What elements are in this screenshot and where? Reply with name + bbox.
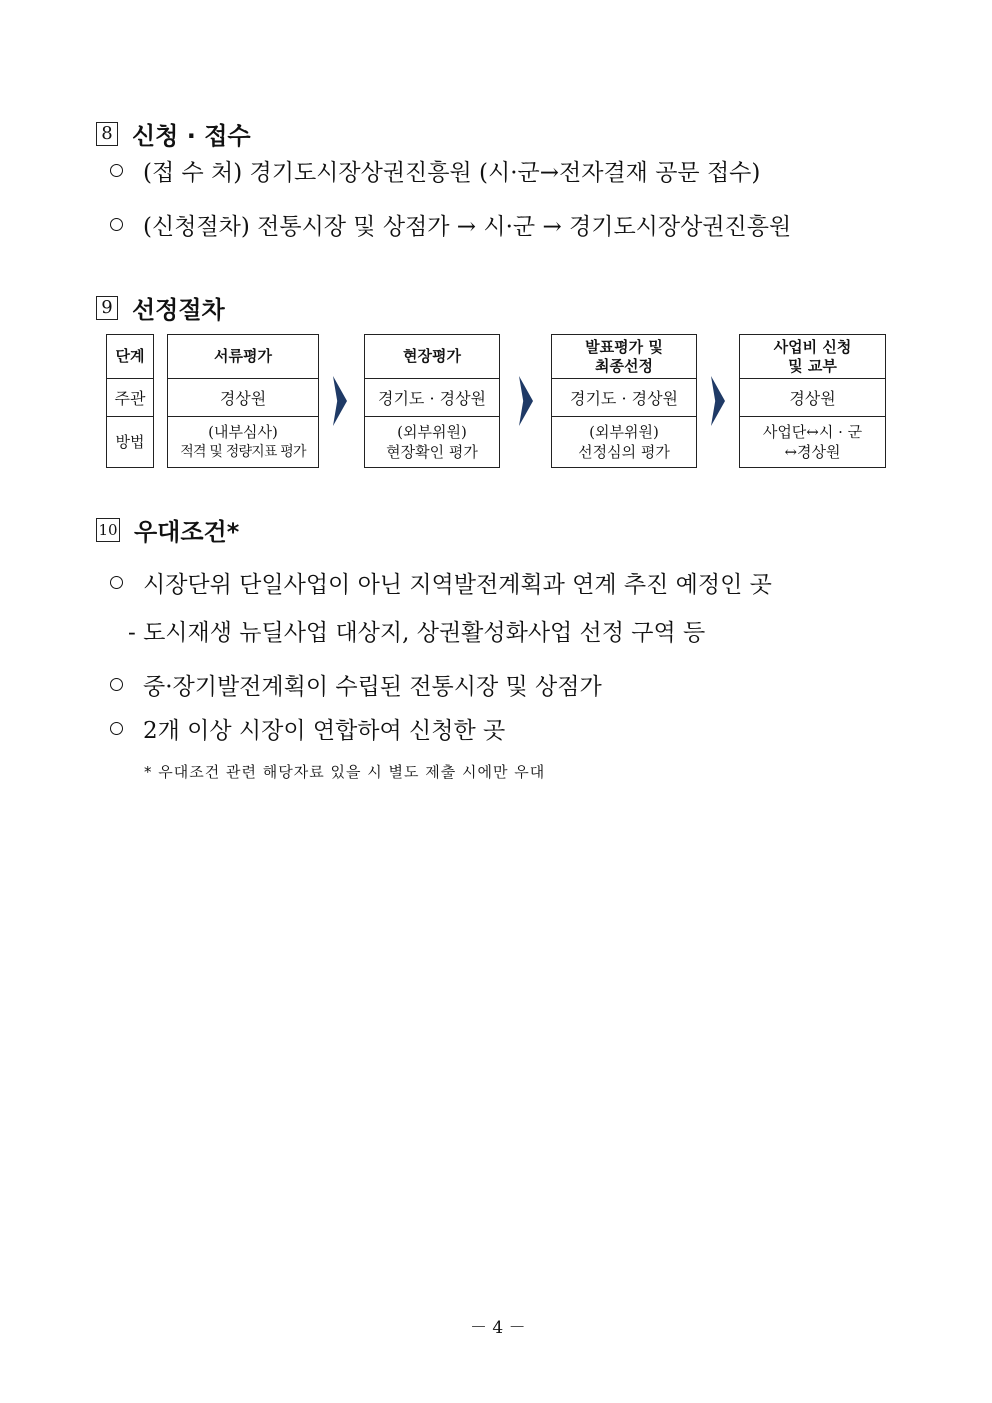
circle-bullet-icon	[110, 722, 123, 735]
step-method-line: 적격 및 정량지표 평가	[180, 444, 306, 460]
step-header	[740, 335, 885, 379]
bullet-text: 시장단위 단일사업이 아닌 지역발전계획과 연계 추진 예정인 곳	[143, 572, 772, 598]
page-number: － 4 －	[470, 1318, 526, 1338]
bullet-text: 중·장기발전계획이 수립된 전통시장 및 상점가	[143, 674, 602, 700]
section-number-box: 8	[96, 122, 118, 146]
step-organizer: 경상원	[168, 379, 318, 417]
chevron-right-icon	[333, 376, 347, 426]
step-header-line: 발표평가 및	[585, 337, 663, 356]
section-title: 우대조건*	[134, 518, 240, 546]
list-item	[110, 154, 760, 187]
step-organizer: 경기도 · 경상원	[552, 379, 696, 417]
footnote: * 우대조건 관련 해당자료 있을 시 별도 제출 시에만 우대	[144, 763, 546, 781]
step-organizer: 경상원	[740, 379, 885, 417]
section-number-box: 10	[96, 518, 120, 542]
circle-bullet-icon	[110, 164, 123, 177]
section-title: 신청 · 접수	[132, 122, 251, 150]
row-label-method-text: 방법	[115, 433, 145, 451]
step-method	[552, 417, 696, 467]
bullet-text: 2개 이상 시장이 연합하여 신청한 곳	[143, 718, 506, 744]
chevron-right-icon	[519, 376, 533, 426]
circle-bullet-icon	[110, 218, 123, 231]
step-header: 서류평가	[168, 335, 318, 379]
row-label-box	[106, 334, 154, 468]
list-item	[110, 712, 505, 745]
step-header	[552, 335, 696, 379]
bullet-text: (접 수 처) 경기도시장상권진흥원 (시·군→전자결재 공문 접수)	[143, 160, 761, 186]
step-presentation-final	[551, 334, 697, 468]
step-header: 현장평가	[365, 335, 499, 379]
step-budget-grant	[739, 334, 886, 468]
step-method-line: (외부위원)	[397, 423, 467, 441]
chevron-right-icon	[711, 376, 725, 426]
step-method-line: 현장확인 평가	[386, 443, 478, 461]
step-method-line: (내부심사)	[208, 423, 278, 441]
step-method-line: (외부위원)	[589, 423, 659, 441]
step-method-line: 선정심의 평가	[578, 443, 670, 461]
circle-bullet-icon	[110, 678, 123, 691]
sub-item: - 도시재생 뉴딜사업 대상지, 상권활성화사업 선정 구역 등	[128, 620, 706, 646]
list-item	[110, 668, 602, 701]
section-number-box: 9	[96, 296, 118, 320]
step-site-evaluation	[364, 334, 500, 468]
list-item	[110, 208, 791, 241]
step-method-line: 사업단↔시 · 군	[762, 423, 863, 441]
step-header-line: 최종선정	[595, 356, 653, 375]
step-method	[365, 417, 499, 467]
circle-bullet-icon	[110, 576, 123, 589]
row-label-organizer: 주관	[107, 379, 153, 417]
section-9-heading	[96, 290, 225, 325]
step-organizer: 경기도 · 경상원	[365, 379, 499, 417]
step-method-line: ↔경상원	[784, 443, 841, 461]
list-item	[110, 566, 772, 599]
section-title: 선정절차	[132, 296, 225, 324]
bullet-text: (신청절차) 전통시장 및 상점가 → 시·군 → 경기도시장상권진흥원	[143, 214, 792, 240]
section-10-heading	[96, 512, 239, 547]
step-header-line: 사업비 신청	[773, 337, 852, 356]
row-label-stage: 단계	[107, 335, 153, 379]
step-method	[740, 417, 885, 467]
step-method	[168, 417, 318, 467]
step-document-review	[167, 334, 319, 468]
section-8-heading	[96, 116, 251, 151]
step-header-line: 및 교부	[788, 356, 837, 375]
row-label-method	[107, 417, 153, 467]
